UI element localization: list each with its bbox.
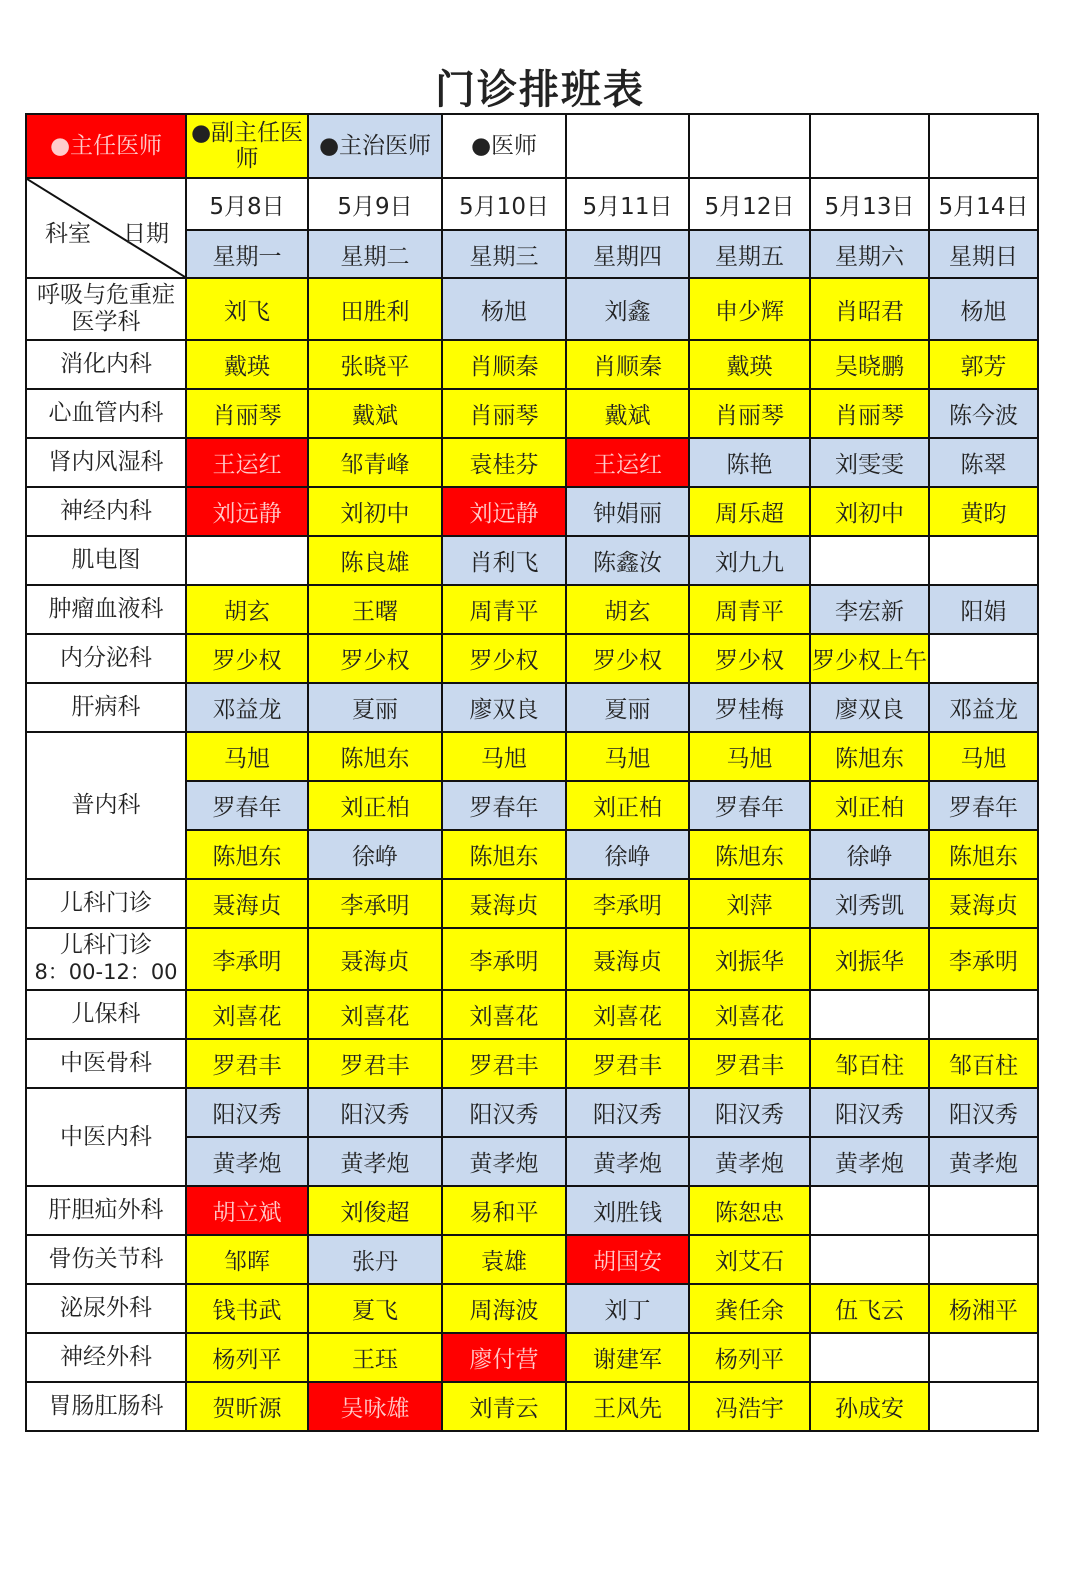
weekday-header: 星期日 (929, 230, 1038, 278)
table-row (26, 990, 1038, 1039)
doctor-cell: 罗君丰 (186, 1039, 308, 1088)
department-name (26, 634, 186, 683)
department-name (26, 536, 186, 585)
doctor-cell: 王风先 (566, 1382, 689, 1431)
page-title: 门诊排班表 (435, 67, 645, 113)
doctor-cell: 刘艾石 (689, 1235, 810, 1284)
table-row (26, 1382, 1038, 1431)
table-row (26, 389, 1038, 438)
doctor-cell: 伍飞云 (810, 1284, 929, 1333)
corner-dept-label: 科室 (45, 221, 91, 247)
doctor-cell: 杨列平 (186, 1333, 308, 1382)
table-row (26, 1186, 1038, 1235)
department-name (26, 340, 186, 389)
doctor-cell: 肖昭君 (810, 278, 929, 340)
doctor-cell: 徐峥 (566, 830, 689, 879)
doctor-cell: 罗君丰 (689, 1039, 810, 1088)
table-row (26, 340, 1038, 389)
doctor-cell: 戴瑛 (186, 340, 308, 389)
weekday-header: 星期一 (186, 230, 308, 278)
doctor-cell: 肖丽琴 (810, 389, 929, 438)
doctor-cell: 陈今波 (929, 389, 1038, 438)
doctor-cell: 杨旭 (929, 278, 1038, 340)
date-header: 5月8日 (186, 178, 308, 230)
doctor-cell: 刘远静 (442, 487, 566, 536)
doctor-cell: 罗君丰 (308, 1039, 442, 1088)
doctor-cell: 黄孝炮 (308, 1137, 442, 1186)
doctor-cell: 王运红 (566, 438, 689, 487)
doctor-cell: 陈旭东 (308, 732, 442, 781)
date-header: 5月9日 (308, 178, 442, 230)
department-name (26, 732, 186, 879)
doctor-cell: 胡玄 (186, 585, 308, 634)
doctor-cell: 刘喜花 (308, 990, 442, 1039)
doctor-cell: 阳汉秀 (929, 1088, 1038, 1137)
doctor-cell: 陈旭东 (929, 830, 1038, 879)
date-header: 5月10日 (442, 178, 566, 230)
doctor-cell: 刘喜花 (689, 990, 810, 1039)
table-row (26, 683, 1038, 732)
doctor-cell (810, 990, 929, 1039)
department-name (26, 1235, 186, 1284)
doctor-cell: 刘俊超 (308, 1186, 442, 1235)
doctor-cell: 戴斌 (308, 389, 442, 438)
legend-chief: ●主任医师 (26, 114, 186, 178)
doctor-cell: 黄孝炮 (442, 1137, 566, 1186)
doctor-cell: 邓益龙 (929, 683, 1038, 732)
department-label: 儿科门诊 (60, 890, 152, 916)
department-label: 心血管内科 (48, 400, 164, 426)
doctor-cell: 李承明 (186, 928, 308, 990)
table-row (26, 1284, 1038, 1333)
department-label: 胃肠肛肠科 (48, 1393, 164, 1419)
doctor-cell (929, 1186, 1038, 1235)
doctor-cell (810, 1333, 929, 1382)
doctor-cell: 聂海贞 (186, 879, 308, 928)
doctor-cell: 罗春年 (442, 781, 566, 830)
table-row (26, 585, 1038, 634)
doctor-cell: 刘青云 (442, 1382, 566, 1431)
doctor-cell: 黄孝炮 (810, 1137, 929, 1186)
doctor-cell: 马旭 (929, 732, 1038, 781)
doctor-cell (929, 536, 1038, 585)
doctor-cell: 肖顺秦 (442, 340, 566, 389)
doctor-cell (929, 1333, 1038, 1382)
table-row (26, 634, 1038, 683)
table-row (26, 438, 1038, 487)
doctor-cell (929, 1382, 1038, 1431)
doctor-cell: 钱书武 (186, 1284, 308, 1333)
doctor-cell: 钟娟丽 (566, 487, 689, 536)
doctor-cell: 陈翠 (929, 438, 1038, 487)
doctor-cell (929, 990, 1038, 1039)
doctor-cell: 陈良雄 (308, 536, 442, 585)
doctor-cell: 周青平 (442, 585, 566, 634)
doctor-cell: 胡玄 (566, 585, 689, 634)
doctor-cell: 刘初中 (810, 487, 929, 536)
doctor-cell: 夏丽 (308, 683, 442, 732)
date-header: 5月14日 (929, 178, 1038, 230)
doctor-cell: 阳汉秀 (810, 1088, 929, 1137)
doctor-cell: 刘秀凯 (810, 879, 929, 928)
doctor-cell: 聂海贞 (566, 928, 689, 990)
doctor-cell: 徐峥 (308, 830, 442, 879)
doctor-cell: 罗少权 (689, 634, 810, 683)
doctor-cell: 吴晓鹏 (810, 340, 929, 389)
department-name (26, 585, 186, 634)
doctor-cell: 张丹 (308, 1235, 442, 1284)
doctor-cell: 黄孝炮 (929, 1137, 1038, 1186)
header-corner (26, 178, 186, 278)
doctor-cell: 罗少权 (566, 634, 689, 683)
doctor-cell (186, 536, 308, 585)
doctor-cell: 马旭 (186, 732, 308, 781)
doctor-cell: 胡立斌 (186, 1186, 308, 1235)
doctor-cell: 黄孝炮 (566, 1137, 689, 1186)
weekday-header: 星期四 (566, 230, 689, 278)
date-header: 5月13日 (810, 178, 929, 230)
department-label: 儿科门诊 (60, 932, 152, 958)
department-name (26, 879, 186, 928)
department-label: 内分泌科 (60, 645, 152, 671)
doctor-cell: 罗春年 (186, 781, 308, 830)
legend-attending: ●主治医师 (308, 114, 442, 178)
doctor-cell: 阳汉秀 (308, 1088, 442, 1137)
doctor-cell: 邓益龙 (186, 683, 308, 732)
doctor-cell: 罗少权 (186, 634, 308, 683)
department-name (26, 1382, 186, 1431)
doctor-cell: 陈恕忠 (689, 1186, 810, 1235)
department-name (26, 1039, 186, 1088)
doctor-cell: 罗春年 (929, 781, 1038, 830)
table-row (26, 732, 1038, 781)
doctor-cell: 徐峥 (810, 830, 929, 879)
doctor-cell: 黄孝炮 (186, 1137, 308, 1186)
doctor-cell: 刘正柏 (810, 781, 929, 830)
doctor-cell: 杨旭 (442, 278, 566, 340)
doctor-cell: 刘九九 (689, 536, 810, 585)
doctor-cell: 黄昀 (929, 487, 1038, 536)
doctor-cell: 王运红 (186, 438, 308, 487)
doctor-cell: 廖双良 (442, 683, 566, 732)
department-name (26, 1284, 186, 1333)
department-label: 消化内科 (60, 351, 152, 377)
doctor-cell: 廖付营 (442, 1333, 566, 1382)
doctor-cell: 夏飞 (308, 1284, 442, 1333)
department-name (26, 1088, 186, 1186)
department-name (26, 990, 186, 1039)
doctor-cell: 陈艳 (689, 438, 810, 487)
doctor-cell: 肖丽琴 (186, 389, 308, 438)
doctor-cell: 刘萍 (689, 879, 810, 928)
legend-empty-cell (929, 114, 1038, 178)
legend-associate: ●副主任医师 (186, 114, 308, 178)
doctor-cell: 周青平 (689, 585, 810, 634)
doctor-cell: 马旭 (566, 732, 689, 781)
doctor-cell: 吴咏雄 (308, 1382, 442, 1431)
department-name (26, 389, 186, 438)
doctor-cell: 李承明 (308, 879, 442, 928)
doctor-cell (929, 634, 1038, 683)
department-label: 中医内科 (60, 1123, 152, 1150)
department-label: 神经外科 (60, 1344, 152, 1370)
table-row (26, 1039, 1038, 1088)
doctor-cell: 张晓平 (308, 340, 442, 389)
doctor-cell: 田胜利 (308, 278, 442, 340)
weekday-header: 星期三 (442, 230, 566, 278)
doctor-cell: 刘振华 (689, 928, 810, 990)
doctor-cell: 阳汉秀 (566, 1088, 689, 1137)
doctor-cell: 肖利飞 (442, 536, 566, 585)
department-label: 普内科 (71, 792, 141, 818)
table-row (26, 879, 1038, 928)
department-label: 儿保科 (71, 1001, 141, 1027)
doctor-cell: 阳汉秀 (442, 1088, 566, 1137)
weekday-header: 星期二 (308, 230, 442, 278)
legend-empty-cell (566, 114, 689, 178)
doctor-cell: 李承明 (442, 928, 566, 990)
doctor-cell: 王珏 (308, 1333, 442, 1382)
doctor-cell: 李承明 (566, 879, 689, 928)
doctor-cell: 杨列平 (689, 1333, 810, 1382)
doctor-cell: 罗桂梅 (689, 683, 810, 732)
doctor-cell: 刘远静 (186, 487, 308, 536)
doctor-cell: 孙成安 (810, 1382, 929, 1431)
doctor-cell (810, 1186, 929, 1235)
doctor-cell: 袁桂芬 (442, 438, 566, 487)
doctor-cell: 刘振华 (810, 928, 929, 990)
doctor-cell: 聂海贞 (929, 879, 1038, 928)
doctor-cell: 刘喜花 (186, 990, 308, 1039)
doctor-cell: 龚任余 (689, 1284, 810, 1333)
doctor-cell: 罗春年 (689, 781, 810, 830)
doctor-cell: 刘喜花 (442, 990, 566, 1039)
date-header: 5月12日 (689, 178, 810, 230)
doctor-cell: 夏丽 (566, 683, 689, 732)
doctor-cell: 黄孝炮 (689, 1137, 810, 1186)
doctor-cell: 罗少权上午 (810, 634, 929, 683)
doctor-cell: 罗君丰 (442, 1039, 566, 1088)
department-name (26, 1333, 186, 1382)
doctor-cell: 陈旭东 (689, 830, 810, 879)
doctor-cell: 刘胜钱 (566, 1186, 689, 1235)
department-time: 8：00-12：00 (34, 960, 178, 984)
department-label: 呼吸与危重症医学科 (37, 282, 175, 335)
department-label: 中医骨科 (60, 1050, 152, 1076)
doctor-cell: 罗君丰 (566, 1039, 689, 1088)
department-label: 肌电图 (71, 547, 141, 573)
doctor-cell: 易和平 (442, 1186, 566, 1235)
weekday-header: 星期五 (689, 230, 810, 278)
doctor-cell: 刘雯雯 (810, 438, 929, 487)
doctor-cell: 马旭 (689, 732, 810, 781)
doctor-cell: 陈旭东 (810, 732, 929, 781)
table-row (26, 536, 1038, 585)
doctor-cell: 阳娟 (929, 585, 1038, 634)
doctor-cell (810, 536, 929, 585)
doctor-cell: 邹百柱 (929, 1039, 1038, 1088)
table-row (26, 278, 1038, 340)
doctor-cell: 肖丽琴 (689, 389, 810, 438)
doctor-cell: 罗少权 (442, 634, 566, 683)
table-row (26, 1235, 1038, 1284)
doctor-cell (810, 1235, 929, 1284)
doctor-cell: 杨湘平 (929, 1284, 1038, 1333)
doctor-cell: 谢建军 (566, 1333, 689, 1382)
doctor-cell: 刘喜花 (566, 990, 689, 1039)
weekday-header: 星期六 (810, 230, 929, 278)
doctor-cell: 刘丁 (566, 1284, 689, 1333)
doctor-cell: 聂海贞 (442, 879, 566, 928)
department-name (26, 1186, 186, 1235)
table-row (26, 1333, 1038, 1382)
department-label: 骨伤关节科 (48, 1246, 164, 1272)
table-row (26, 928, 1038, 990)
doctor-cell: 周乐超 (689, 487, 810, 536)
doctor-cell: 肖丽琴 (442, 389, 566, 438)
doctor-cell: 陈旭东 (186, 830, 308, 879)
doctor-cell: 阳汉秀 (689, 1088, 810, 1137)
doctor-cell: 罗少权 (308, 634, 442, 683)
doctor-cell: 戴斌 (566, 389, 689, 438)
corner-date-label: 日期 (123, 221, 169, 247)
doctor-cell: 廖双良 (810, 683, 929, 732)
department-label: 神经内科 (60, 498, 152, 524)
doctor-cell: 邹百柱 (810, 1039, 929, 1088)
department-name (26, 487, 186, 536)
date-header: 5月11日 (566, 178, 689, 230)
doctor-cell: 刘鑫 (566, 278, 689, 340)
doctor-cell: 王曙 (308, 585, 442, 634)
legend-resident: ●医师 (442, 114, 566, 178)
doctor-cell: 阳汉秀 (186, 1088, 308, 1137)
schedule-table (25, 113, 1039, 1432)
legend-empty-cell (810, 114, 929, 178)
doctor-cell: 陈鑫汝 (566, 536, 689, 585)
doctor-cell: 戴瑛 (689, 340, 810, 389)
doctor-cell: 袁雄 (442, 1235, 566, 1284)
department-name (26, 438, 186, 487)
table-row (26, 1088, 1038, 1137)
doctor-cell: 胡国安 (566, 1235, 689, 1284)
doctor-cell: 冯浩宇 (689, 1382, 810, 1431)
department-label: 肿瘤血液科 (48, 596, 164, 622)
doctor-cell: 邹青峰 (308, 438, 442, 487)
legend-empty-cell (689, 114, 810, 178)
doctor-cell: 郭芳 (929, 340, 1038, 389)
doctor-cell: 邹晖 (186, 1235, 308, 1284)
department-label: 肝胆疝外科 (48, 1197, 164, 1223)
doctor-cell (929, 1235, 1038, 1284)
department-label: 泌尿外科 (60, 1295, 152, 1321)
department-label: 肾内风湿科 (48, 449, 164, 475)
doctor-cell: 聂海贞 (308, 928, 442, 990)
table-row (26, 487, 1038, 536)
doctor-cell: 肖顺秦 (566, 340, 689, 389)
doctor-cell: 马旭 (442, 732, 566, 781)
doctor-cell: 申少辉 (689, 278, 810, 340)
doctor-cell: 周海波 (442, 1284, 566, 1333)
department-name (26, 278, 186, 340)
doctor-cell: 刘正柏 (566, 781, 689, 830)
doctor-cell: 李承明 (929, 928, 1038, 990)
department-name (26, 683, 186, 732)
doctor-cell: 刘初中 (308, 487, 442, 536)
doctor-cell: 贺昕源 (186, 1382, 308, 1431)
doctor-cell: 刘飞 (186, 278, 308, 340)
doctor-cell: 李宏新 (810, 585, 929, 634)
doctor-cell: 刘正柏 (308, 781, 442, 830)
department-name (26, 928, 186, 990)
department-label: 肝病科 (71, 694, 141, 720)
doctor-cell: 陈旭东 (442, 830, 566, 879)
